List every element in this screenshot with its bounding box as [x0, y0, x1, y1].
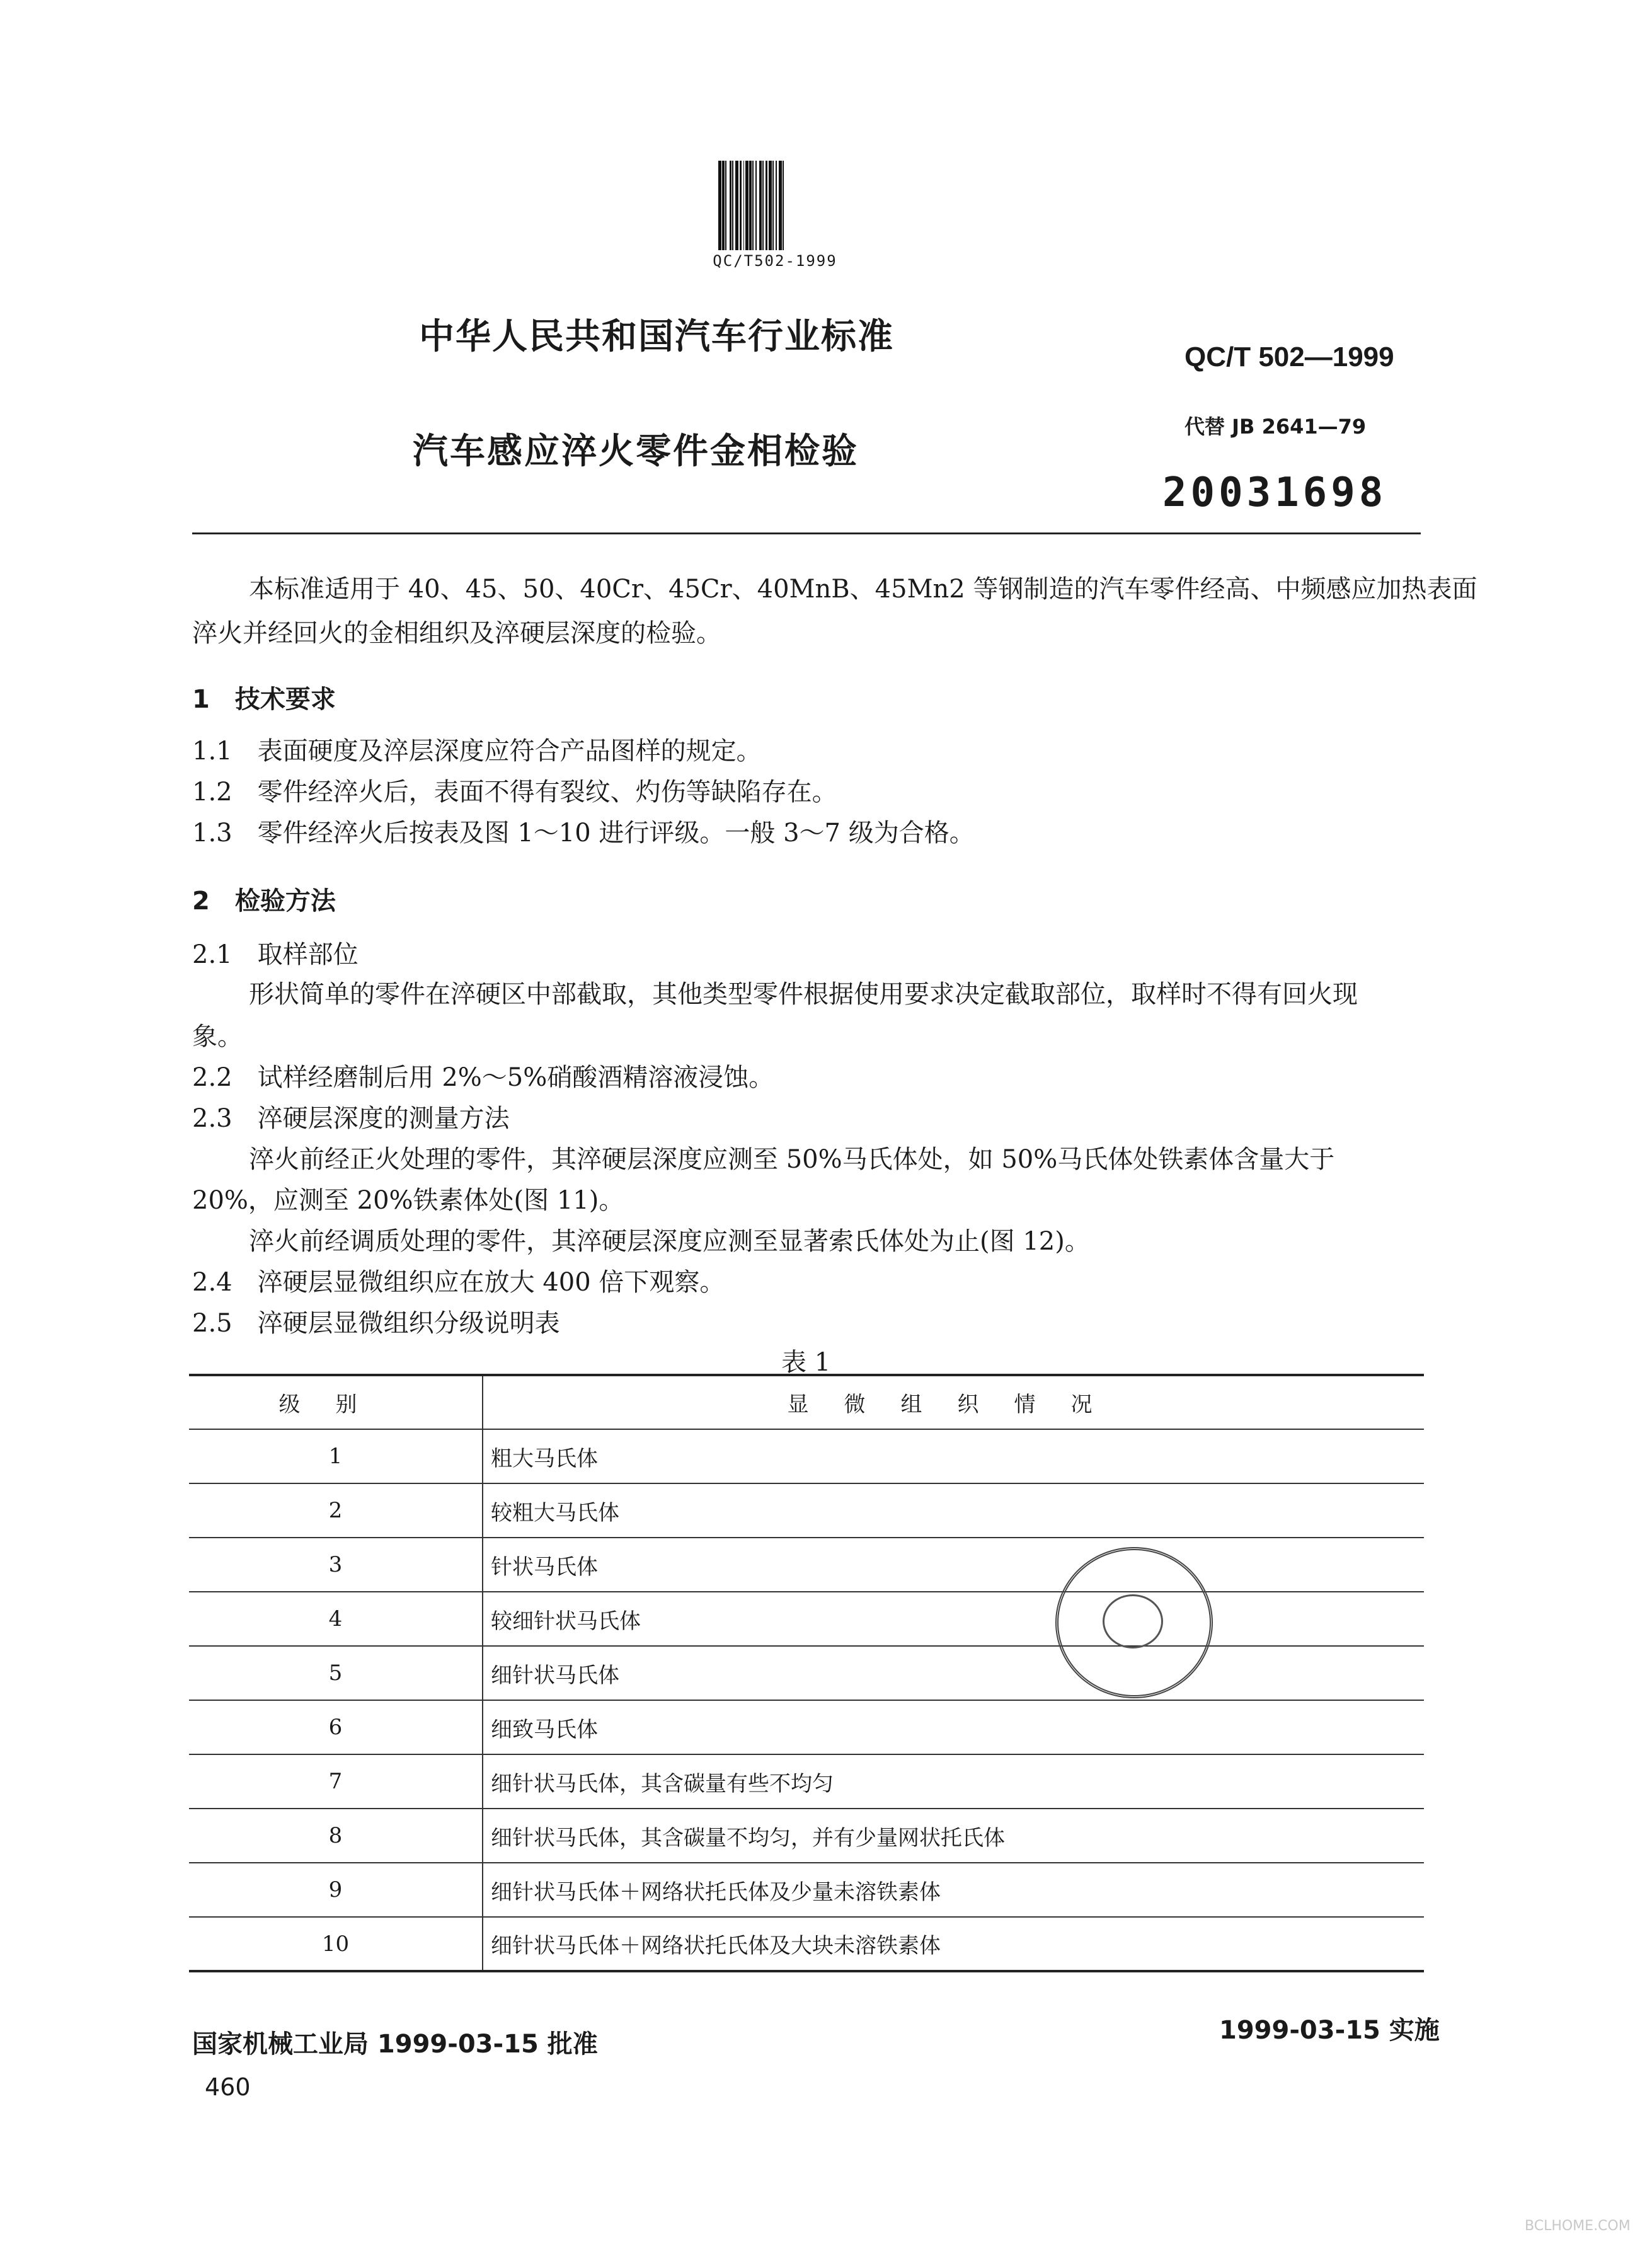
- microstructure-cell: 较细针状马氏体: [483, 1592, 1424, 1646]
- grade-cell: 3: [189, 1538, 483, 1592]
- microstructure-cell: 细针状马氏体: [483, 1646, 1424, 1700]
- grade-cell: 6: [189, 1700, 483, 1754]
- intro-line-1: 本标准适用于 40、45、50、40Cr、45Cr、40MnB、45Mn2 等钢制造的汽车零件经高、中频感应加热表面: [249, 575, 1477, 604]
- table-row: [189, 1592, 1424, 1646]
- microstructure-cell: 细针状马氏体，其含碳量不均匀，并有少量网状托氏体: [483, 1809, 1424, 1863]
- clause-1-2: 1.2 零件经淬火后，表面不得有裂纹、灼伤等缺陷存在。: [192, 778, 837, 807]
- clause-2-3-text-3: 淬火前经调质处理的零件，其淬硬层深度应测至显著索氏体处为止(图 12)。: [249, 1227, 1090, 1256]
- column-header-microstructure: 显微组织情况: [483, 1375, 1424, 1429]
- table-row: [189, 1863, 1424, 1917]
- table-caption: 表 1: [781, 1348, 831, 1377]
- grade-cell: 9: [189, 1863, 483, 1917]
- section-2-heading: 2 检验方法: [192, 887, 336, 916]
- microstructure-cell: 细针状马氏体＋网络状托氏体及少量未溶铁素体: [483, 1863, 1424, 1917]
- barcode-bars: [718, 161, 832, 250]
- microstructure-cell: 针状马氏体: [483, 1538, 1424, 1592]
- grade-cell: 5: [189, 1646, 483, 1700]
- clause-2-3: 2.3 淬硬层深度的测量方法: [192, 1104, 510, 1133]
- grade-table: [189, 1374, 1424, 1972]
- table-row: [189, 1538, 1424, 1592]
- grade-cell: 1: [189, 1429, 483, 1483]
- header-divider: [192, 532, 1421, 534]
- clause-2-5: 2.5 淬硬层显微组织分级说明表: [192, 1309, 560, 1338]
- microstructure-cell: 粗大马氏体: [483, 1429, 1424, 1483]
- barcode-bar: [784, 161, 786, 250]
- table-row: [189, 1483, 1424, 1538]
- clause-2-1-text-2: 象。: [192, 1022, 243, 1051]
- archive-stamp-number: 20031698: [1162, 469, 1387, 516]
- clause-1-1: 1.1 表面硬度及淬层深度应符合产品图样的规定。: [192, 737, 762, 766]
- table-row: [189, 1646, 1424, 1700]
- seal-inner-ring: [1103, 1594, 1163, 1648]
- column-header-grade: 级别: [189, 1375, 483, 1429]
- table-row: [189, 1754, 1424, 1809]
- implementation-date: 1999-03-15 实施: [1219, 2016, 1440, 2045]
- standard-number: QC/T 502—1999: [1185, 342, 1394, 372]
- section-1-heading: 1 技术要求: [192, 685, 336, 714]
- site-watermark: BCLHOME.COM: [1525, 2218, 1631, 2234]
- grade-cell: 4: [189, 1592, 483, 1646]
- microstructure-cell: 细致马氏体: [483, 1700, 1424, 1754]
- clause-2-2: 2.2 试样经磨制后用 2%～5%硝酸酒精溶液浸蚀。: [192, 1063, 774, 1092]
- intro-line-2: 淬火并经回火的金相组织及淬硬层深度的检验。: [192, 619, 721, 648]
- clause-2-3-text-2: 20%，应测至 20%铁素体处(图 11)。: [192, 1186, 624, 1215]
- clause-2-4: 2.4 淬硬层显微组织应在放大 400 倍下观察。: [192, 1268, 725, 1297]
- clause-1-3: 1.3 零件经淬火后按表及图 1～10 进行评级。一般 3～7 级为合格。: [192, 819, 975, 848]
- barcode-caption: QC/T502-1999: [713, 252, 837, 270]
- table-row: [189, 1917, 1424, 1971]
- grade-cell: 10: [189, 1917, 483, 1971]
- grade-cell: 7: [189, 1754, 483, 1809]
- table-row: [189, 1429, 1424, 1483]
- clause-2-3-text-1: 淬火前经正火处理的零件，其淬硬层深度应测至 50%马氏体处，如 50%马氏体处铁素体含量大于: [249, 1145, 1335, 1174]
- document-title: 汽车感应淬火零件金相检验: [413, 431, 859, 472]
- table-header-row: [189, 1375, 1424, 1429]
- replaces-standard: 代替 JB 2641—79: [1185, 415, 1367, 439]
- table-row: [189, 1700, 1424, 1754]
- approval-line: 国家机械工业局 1999-03-15 批准: [192, 2030, 598, 2059]
- clause-2-1-text-1: 形状简单的零件在淬硬区中部截取，其他类型零件根据使用要求决定截取部位，取样时不得有回火现: [249, 980, 1358, 1009]
- grade-cell: 2: [189, 1483, 483, 1538]
- page-number: 460: [205, 2073, 251, 2101]
- clause-2-1: 2.1 取样部位: [192, 940, 359, 969]
- table-row: [189, 1809, 1424, 1863]
- microstructure-cell: 细针状马氏体＋网络状托氏体及大块未溶铁素体: [483, 1917, 1424, 1971]
- microstructure-cell: 细针状马氏体，其含碳量有些不均匀: [483, 1754, 1424, 1809]
- microstructure-cell: 较粗大马氏体: [483, 1483, 1424, 1538]
- library-seal-stamp: [1055, 1547, 1213, 1698]
- standard-category-title: 中华人民共和国汽车行业标准: [419, 316, 894, 357]
- grade-cell: 8: [189, 1809, 483, 1863]
- barcode: [718, 161, 832, 255]
